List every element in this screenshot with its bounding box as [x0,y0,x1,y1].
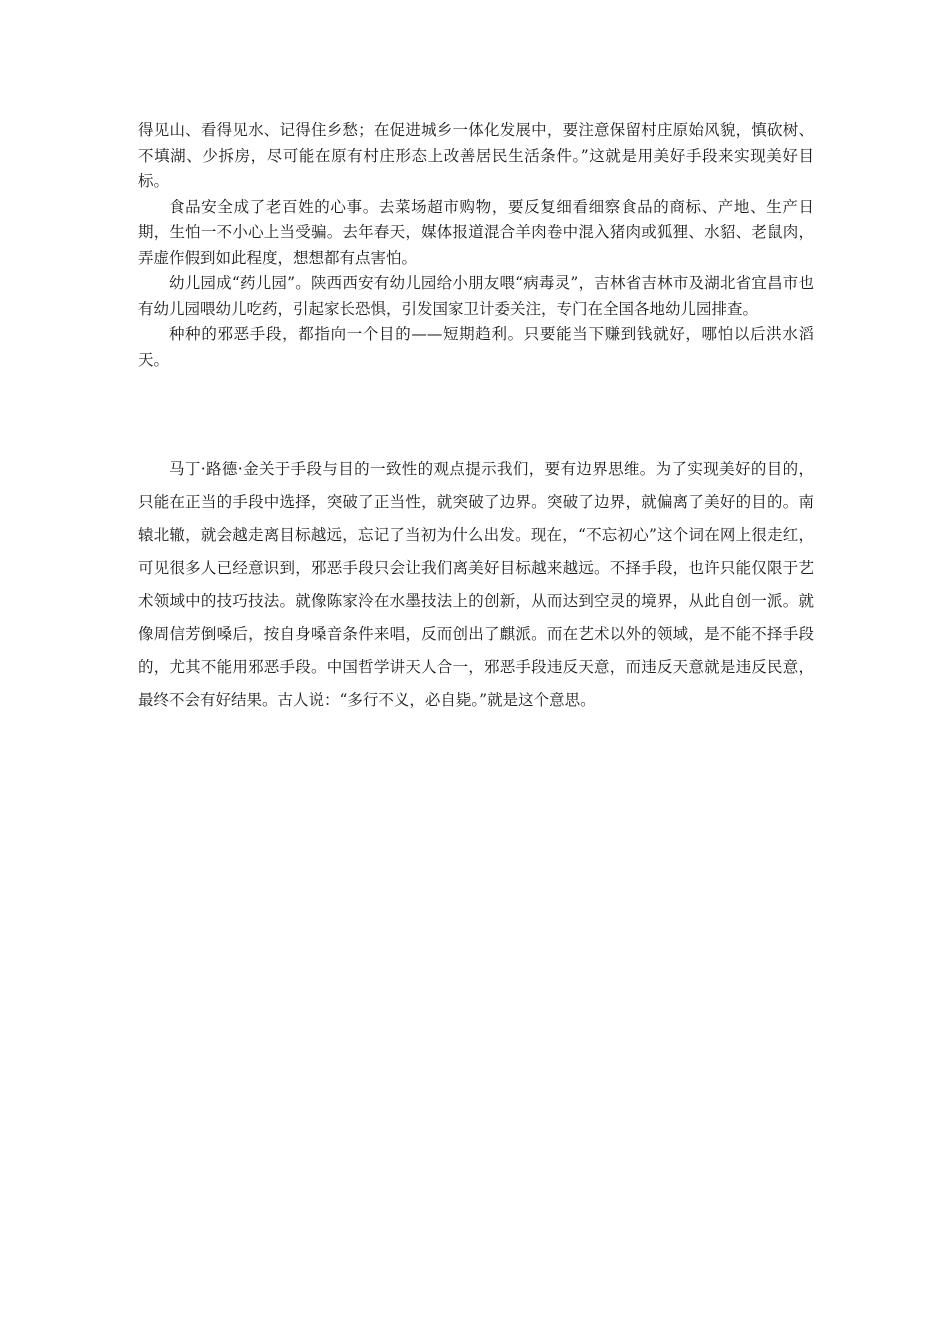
paragraph-continuation: 得见山、看得见水、记得住乡愁；在促进城乡一体化发展中，要注意保留村庄原始风貌，慎砍树、不填湖、少拆房，尽可能在原有村庄形态上改善居民生活条件。”这就是用美好手段来实现美好目标。 [138,121,814,190]
paragraph-boundary-thinking: 马丁·路德·金关于手段与目的一致性的观点提示我们，要有边界思维。为了实现美好的目的，只能在正当的手段中选择，突破了正当性，就突破了边界。突破了边界，就偏离了美好的目的。南辕北辙，就会越走离目标越远，忘记了当初为什么出发。现在，“不忘初心”这个词在网上很走红，可见很多人已经意识到，邪恶手段只会让我们离美好目标越来越远。不择手段，也许只能仅限于艺术领域中的技巧技法。就像陈家泠在水墨技法上的创新，从而达到空灵的境界，从此自创一派。就像周信芳倒嗓后，按自身嗓音条件来唱，反而创出了麒派。而在艺术以外的领域，是不能不择手段的，尤其不能用邪恶手段。中国哲学讲天人合一，邪恶手段违反天意，而违反天意就是违反民意，最终不会有好结果。古人说：“多行不义，必自毙。”就是这个意思。 [138,460,814,709]
top-text-block [138,118,814,373]
bottom-text-block [138,453,814,717]
paragraph-short-term-profit: 种种的邪恶手段，都指向一个目的——短期趋利。只要能当下赚到钱就好，哪怕以后洪水滔天。 [138,325,814,369]
paragraph-food-safety: 食品安全成了老百姓的心事。去菜场超市购物，要反复细看细察食品的商标、产地、生产日期，生怕一不小心上当受骗。去年春天，媒体报道混合羊肉卷中混入猪肉或狐狸、水貂、老鼠肉，弄虚作假到如此程度，想想都有点害怕。 [138,197,814,267]
paragraph-kindergarten: 幼儿园成“药儿园”。陕西西安有幼儿园给小朋友喂“病毒灵”，吉林省吉林市及湖北省宜昌市也有幼儿园喂幼儿吃药，引起家长恐惧，引发国家卫计委关注，专门在全国各地幼儿园排查。 [138,274,814,318]
